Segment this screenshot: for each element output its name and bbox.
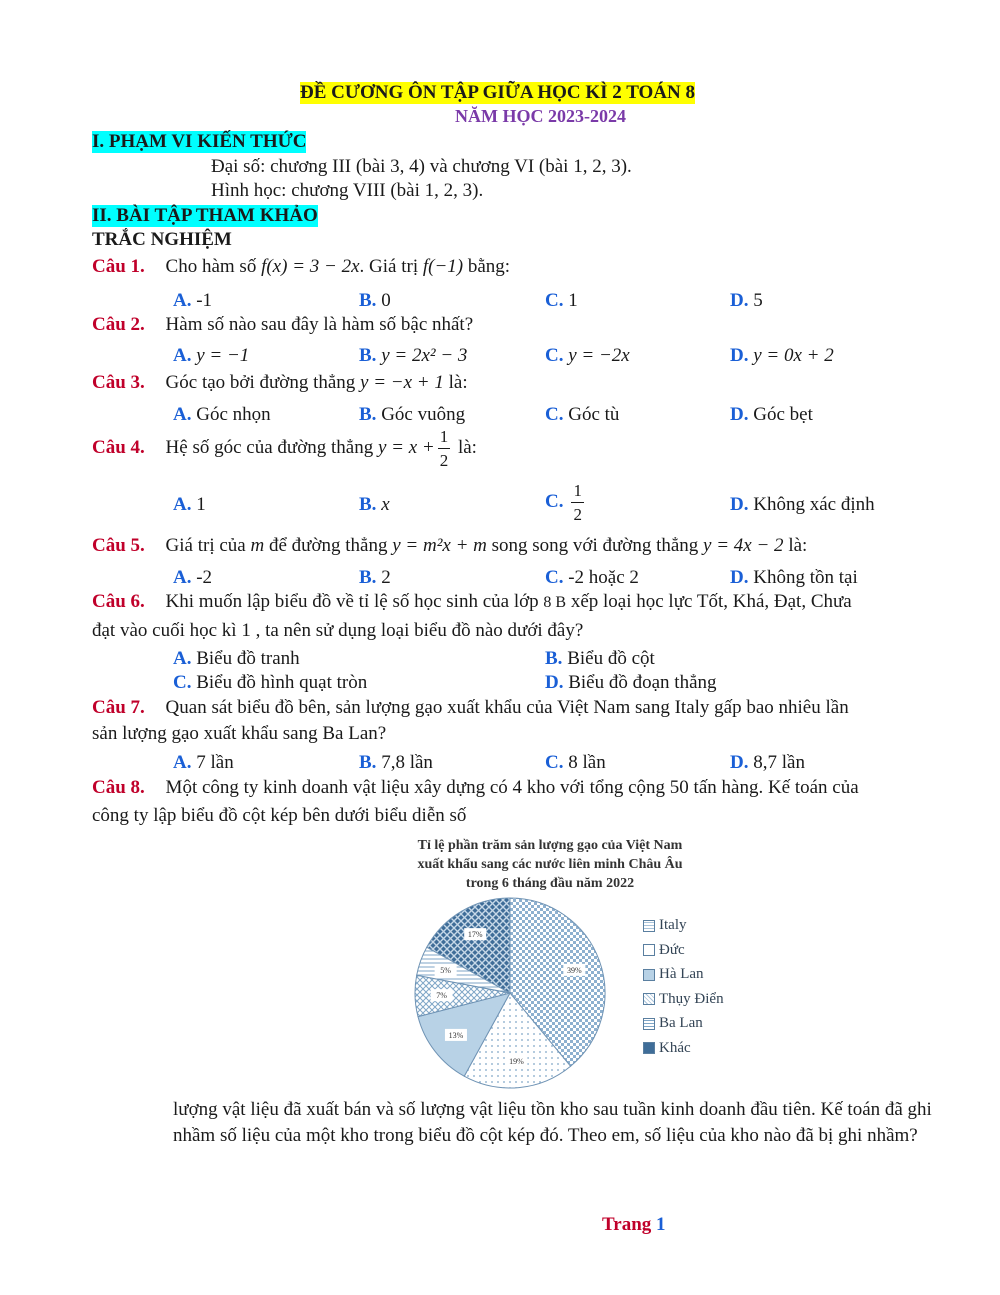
question-text: là: xyxy=(457,436,477,458)
question-text: Hệ số góc của đường thẳng xyxy=(165,436,374,458)
option-a: A. Góc nhọn xyxy=(173,404,271,425)
question-5 xyxy=(92,535,807,557)
legend-item xyxy=(643,991,724,1008)
slice-label: 17% xyxy=(467,930,483,940)
question-label: Câu 5. xyxy=(92,535,145,556)
option-d: D. Góc bẹt xyxy=(730,404,813,425)
question-6-line-2: đạt vào cuối học kì 1 , ta nên sử dụng loại biểu đồ nào dưới đây? xyxy=(92,620,584,641)
option-d: D. y = 0x + 2 xyxy=(730,345,834,366)
section-1-heading: I. PHẠM VI KIẾN THỨC xyxy=(92,131,307,152)
slice-label: 13% xyxy=(448,1030,464,1040)
legend-item xyxy=(643,942,685,959)
question-2 xyxy=(92,314,473,336)
question-7-line-2: sản lượng gạo xuất khẩu sang Ba Lan? xyxy=(92,723,387,744)
option-b: B. 0 xyxy=(359,290,391,311)
option-b: B. 7,8 lần xyxy=(359,752,433,773)
multiple-choice-heading: TRẮC NGHIỆM xyxy=(92,229,232,250)
pie-chart xyxy=(405,893,615,1093)
option-c: C. $\frac{1}{2}$ xyxy=(545,481,582,524)
scope-algebra: Đại số: chương III (bài 3, 4) và chương VI (bài 1, 2, 3). xyxy=(211,156,632,177)
option-a: A. y = −1 xyxy=(173,345,250,366)
option-a: A. 1 xyxy=(173,494,206,515)
page-number xyxy=(602,1214,666,1236)
question-text: Hàm số nào sau đây là hàm số bậc nhất? xyxy=(165,314,474,335)
legend-label: Đức xyxy=(659,941,685,958)
option-a: A. Biểu đồ tranh xyxy=(173,648,300,669)
option-a: A. 7 lần xyxy=(173,752,234,773)
option-d: D. 8,7 lần xyxy=(730,752,805,773)
fraction: $\frac{1}{2}$ xyxy=(573,481,582,524)
option-d: D. 5 xyxy=(730,290,763,311)
chart-title xyxy=(370,836,730,893)
question-6 xyxy=(92,591,852,613)
slice-label: 39% xyxy=(567,965,582,975)
legend-label: Ba Lan xyxy=(659,1015,703,1031)
option-b: B. Góc vuông xyxy=(359,404,466,425)
math-expression: f(−1) xyxy=(422,256,464,277)
legend-item xyxy=(643,917,687,934)
option-c: C. 8 lần xyxy=(545,752,606,773)
question-8-paragraph: lượng vật liệu đã xuất bán và số lượng vật liệu tồn kho sau tuần kinh doanh đầu tiên. Kế toán đã ghi nhầm số liệu của một kho trong biểu đồ cột kép đó. Theo em, số liệu của kho nào đã bị ghi nhầm? xyxy=(173,1099,932,1146)
question-label: Câu 1. xyxy=(92,256,145,277)
question-label: Câu 3. xyxy=(92,372,145,393)
question-label: Câu 2. xyxy=(92,314,145,335)
legend-swatch xyxy=(643,944,655,956)
option-c: C. -2 hoặc 2 xyxy=(545,567,639,588)
slice-label: 7% xyxy=(436,991,447,1001)
fraction: $\frac{1}{2}$ xyxy=(439,427,449,470)
option-b: B. 2 xyxy=(359,567,391,588)
legend-swatch xyxy=(643,1018,655,1030)
legend-item xyxy=(643,1015,703,1032)
question-label: Câu 8. xyxy=(92,777,145,798)
question-label: Câu 4. xyxy=(92,436,145,458)
option-d: D. Không xác định xyxy=(730,494,875,515)
math-expression: y = x + xyxy=(377,436,435,458)
math-expression: f(x) = 3 − 2x xyxy=(261,256,360,277)
math-expression: y = 4x − 2 xyxy=(703,535,784,556)
question-text: bằng: xyxy=(467,256,511,277)
question-8 xyxy=(92,777,859,799)
question-text: . Giá trị xyxy=(359,256,419,277)
option-d: D. Không tồn tại xyxy=(730,567,858,588)
scope-geometry: Hình học: chương VIII (bài 1, 2, 3). xyxy=(211,180,484,201)
page-num: 1 xyxy=(656,1214,666,1235)
legend-label: Italy xyxy=(659,917,687,933)
question-text: Giá trị của xyxy=(165,535,246,556)
school-year: NĂM HỌC 2023-2024 xyxy=(455,106,626,126)
option-b: B. Biểu đồ cột xyxy=(545,648,655,669)
option-b: B. x xyxy=(359,494,390,515)
page-word: Trang xyxy=(602,1214,652,1235)
question-text: xếp loại học lực Tốt, Khá, Đạt, Chưa xyxy=(570,591,852,612)
option-d: D. Biểu đồ đoạn thẳng xyxy=(545,672,717,693)
slice-label: 5% xyxy=(440,965,451,975)
legend-item xyxy=(643,966,704,983)
question-label: Câu 6. xyxy=(92,591,145,612)
question-text: Một công ty kinh doanh vật liệu xây dựng có 4 kho với tổng cộng 50 tấn hàng. Kế toán của xyxy=(165,777,859,798)
question-text: Góc tạo bởi đường thẳng xyxy=(165,372,356,393)
class-name: 8 B xyxy=(543,594,567,611)
question-text: Khi muốn lập biểu đồ về tỉ lệ số học sinh của lớp xyxy=(165,591,539,612)
doc-title: ĐỀ CƯƠNG ÔN TẬP GIỮA HỌC KÌ 2 TOÁN 8 xyxy=(300,82,696,103)
math-expression: y = −x + 1 xyxy=(360,372,444,393)
question-7 xyxy=(92,697,849,719)
question-4 xyxy=(92,428,477,469)
legend-swatch xyxy=(643,993,655,1005)
question-text: Quan sát biểu đồ bên, sản lượng gạo xuất khẩu của Việt Nam sang Italy gấp bao nhiêu lần xyxy=(165,697,849,718)
chart-title-line: Tỉ lệ phần trăm sản lượng gạo của Việt Nam xyxy=(417,838,683,853)
question-label: Câu 7. xyxy=(92,697,145,718)
question-8-line-2: công ty lập biểu đồ cột kép bên dưới biểu diễn số xyxy=(92,805,467,826)
legend-item xyxy=(643,1040,691,1057)
legend-label: Khác xyxy=(659,1039,691,1056)
question-3 xyxy=(92,372,468,394)
slice-label: 19% xyxy=(509,1057,524,1067)
section-2-heading: II. BÀI TẬP THAM KHẢO xyxy=(92,205,318,226)
math-variable: m xyxy=(250,535,265,556)
option-c: C. y = −2x xyxy=(545,345,630,366)
chart-title-line: trong 6 tháng đầu năm 2022 xyxy=(465,876,635,891)
option-c: C. 1 xyxy=(545,290,578,311)
option-c: C. Góc tù xyxy=(545,404,620,425)
legend-swatch xyxy=(643,920,655,932)
question-text: để đường thẳng xyxy=(268,535,388,556)
question-text: là: xyxy=(788,535,808,556)
chart-title-line: xuất khẩu sang các nước liên minh Châu Âu xyxy=(417,857,683,872)
question-text: song song với đường thẳng xyxy=(491,535,699,556)
question-1 xyxy=(92,256,510,278)
option-b: B. y = 2x² − 3 xyxy=(359,345,468,366)
option-a: A. -2 xyxy=(173,567,213,588)
legend-label: Hà Lan xyxy=(659,966,704,982)
legend-swatch xyxy=(643,969,655,981)
legend-swatch xyxy=(643,1042,655,1054)
question-text: Cho hàm số xyxy=(165,256,257,277)
option-a: A. -1 xyxy=(173,290,213,311)
legend-label: Thụy Điển xyxy=(659,990,724,1007)
option-c: C. Biểu đồ hình quạt tròn xyxy=(173,672,368,693)
math-expression: y = m²x + m xyxy=(392,535,487,556)
question-text: là: xyxy=(448,372,468,393)
